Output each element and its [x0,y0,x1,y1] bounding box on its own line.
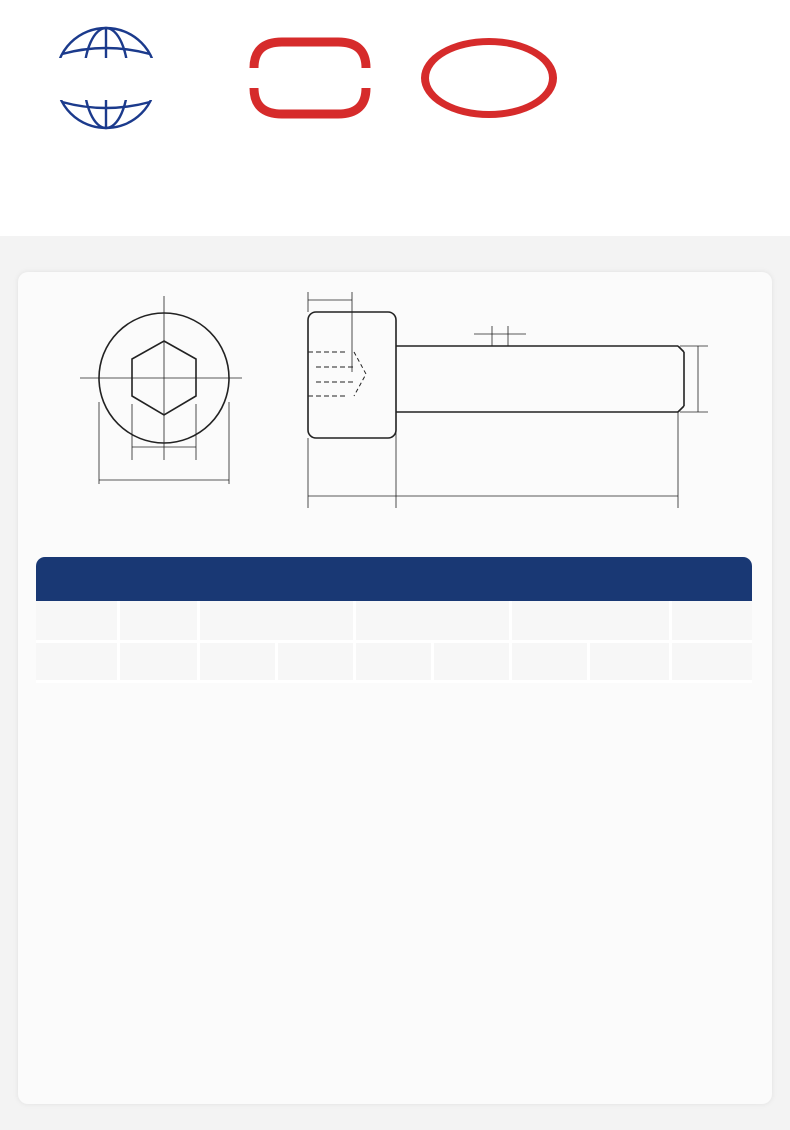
col-diameter-label [36,601,118,641]
sub-t-min [670,641,752,682]
cert-iso [0,0,198,236]
spec-card [18,272,772,1104]
sub-s-min [588,641,670,682]
sub-dk-min [276,641,354,682]
spec-title-bar [36,557,752,601]
table-subheader-row [36,641,752,682]
cert-rohs [594,0,790,236]
col-diameter-sub [36,641,118,682]
table-header-row [36,601,752,641]
spec-section [0,236,790,1130]
group-dk [198,601,354,641]
sub-k-min [432,641,510,682]
group-t [670,601,752,641]
certifications-strip [0,0,790,236]
sub-k-max [354,641,432,682]
ma-logo [198,22,396,142]
cert-ma [198,0,396,236]
aaa-logo [396,22,594,142]
group-k [354,601,510,641]
cert-aaa [396,0,594,236]
sub-s-max [510,641,588,682]
col-pitch-label [118,601,198,641]
screw-diagram [18,272,772,532]
spec-table [36,601,752,683]
col-pitch-sub [118,641,198,682]
iso-logo [0,22,198,142]
group-s [510,601,670,641]
rohs-logo [594,22,790,142]
sub-dk-max [198,641,276,682]
